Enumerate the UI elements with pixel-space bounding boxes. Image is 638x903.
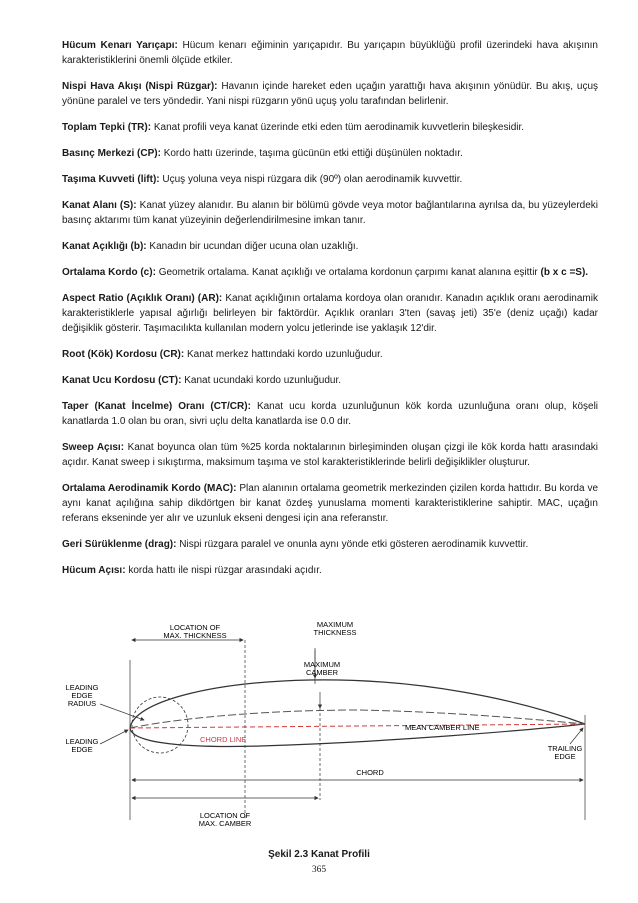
definition-term: Root (Kök) Kordosu (CR): (62, 349, 185, 360)
label-max-camber-2: CAMBER (305, 668, 339, 677)
label-loc-max-camber-1: LOCATION OF (199, 811, 251, 820)
definition-entry (62, 79, 598, 109)
le-radius-pointer (100, 704, 144, 720)
definition-term: Ortalama Kordo (c): (62, 267, 156, 278)
definition-entry (62, 120, 598, 135)
label-mean-camber-line: MEAN CAMBER LINE (405, 723, 480, 732)
label-chord: CHORD (356, 768, 384, 777)
label-max-thickness-2: THICKNESS (313, 628, 357, 637)
definition-text: Kanat merkez hattındaki kordo uzunluğudur. (186, 349, 383, 360)
definition-text: korda hattı ile nispi rüzgar arasındaki açıdır. (128, 565, 322, 576)
definition-term: Nispi Hava Akışı (Nispi Rüzgar): (62, 81, 218, 92)
definition-entry (62, 440, 598, 470)
definition-text: Kanat yüzey alanıdır. Bu alanın bir bölümü gövde veya motor bağlantılarına ayrılsa da, bu yüzeylerdeki basınç aktarımı tüm kanat yüzeyinin değerlendirilmesine imkan tanır. (62, 200, 599, 226)
mean-camber-line (130, 710, 585, 728)
leading-edge-radius-circle (132, 697, 188, 753)
definition-term: Hücum Açısı: (62, 565, 126, 576)
definition-entry (62, 563, 598, 578)
definition-text: Geometrik ortalama. Kanat açıklığı ve ortalama kordonun çarpımı kanat alanına eşittir (158, 267, 538, 278)
definition-formula: (b x c =S). (540, 267, 589, 278)
definition-text: Kanat ucu korda uzunluğunun kök korda uzunluğuna oranı olup, köşeli kanatlarda 1.0 olan bu oran, sivri uçlu delta kanatlarda ise 0.0 dır. (62, 401, 599, 427)
airfoil-outline (130, 680, 585, 747)
label-le-radius-3: RADIUS (67, 699, 97, 708)
definition-text: Hücum kenarı eğiminin yarıçapıdır. Bu yarıçapın büyüklüğü profil üzerindeki hava akışının karakteristiklerini önemli ölçüde etkiler. (62, 40, 598, 66)
definition-entry (62, 373, 598, 388)
label-loc-max-thickness-2: MAX. THICKNESS (163, 631, 227, 640)
label-trailing-edge-1: TRAILING (547, 744, 583, 753)
definition-entry (62, 146, 598, 161)
airfoil-figure (60, 620, 600, 848)
label-le-radius-2: EDGE (71, 691, 93, 700)
label-loc-max-camber-2: MAX. CAMBER (198, 819, 252, 828)
definition-term: Basınç Merkezi (CP): (62, 148, 161, 159)
definition-text: Kanat açıklığının ortalama kordoya olan oranıdır. Kanadın açıklık oranı aerodinamik karakteristiklerle yapısal ağırlığı belirleyen bir faktördür. Açıklık oranları 3'ten (savaş jeti) 35'e (deniz uçağı) kadar değişiklik gösterir. Taşımacılıkta kullanılan modern yolcu jetlerinde ise yaklaşık 12'dir. (62, 293, 598, 334)
definition-text: Kanat profili veya kanat üzerinde etki eden tüm aerodinamik kuvvetlerin bileşkesidir. (153, 122, 525, 133)
chord-line (130, 724, 585, 728)
definition-term: Taşıma Kuvveti (lift): (62, 174, 160, 185)
definition-text: Kanat ucundaki kordo uzunluğudur. (184, 375, 342, 386)
label-trailing-edge-2: EDGE (554, 752, 576, 761)
definition-text: Plan alanının ortalama geometrik merkezinden çizilen korda hattıdır. Bu korda ve aynı kanat açılığına sahip dikdörtgen bir kanat özdeş yunuslama momenti karakteristiklerine sahiptir. MAC, uçağın referans ekseninde yer alır ve uzunluk ekseni dengesi için ana referanstır. (62, 483, 599, 524)
definition-text: Havanın içinde hareket eden uçağın yarattığı hava akışının yönüdür. Bu akış, uçuş yönüne paralel ve ters yöndedir. Yani nispi rüzgarın yönü uçuş yolu tarafından belirlenir. (62, 81, 599, 107)
definition-text: Kanat boyunca olan tüm %25 korda noktalarının birleşiminden oluşan çizgi ile kök korda hattı arasındaki açıdır. Kanat sweep i sıkıştırma, maksimum taşıma ve stol karakteristiklerinde belirli değişiklikler oluşturur. (62, 442, 598, 468)
definition-term: Kanat Ucu Kordosu (CT): (62, 375, 182, 386)
definition-term: Ortalama Aerodinamik Kordo (MAC): (62, 483, 237, 494)
definition-term: Taper (Kanat İncelme) Oranı (CT/CR): (62, 401, 251, 412)
definition-term: Sweep Açısı: (62, 442, 125, 453)
definition-term: Aspect Ratio (Açıklık Oranı) (AR): (62, 293, 223, 304)
definition-entry (62, 291, 598, 336)
definition-entry (62, 239, 598, 254)
definition-entry (62, 399, 598, 429)
label-max-thickness-1: MAXIMUM (316, 620, 354, 629)
definition-entry (62, 38, 598, 68)
label-leading-edge-2: EDGE (71, 745, 93, 754)
label-chord-line: CHORD LINE (200, 735, 247, 744)
definition-term: Kanat Alanı (S): (62, 200, 137, 211)
label-loc-max-thickness-1: LOCATION OF (169, 623, 221, 632)
definition-text: Nispi rüzgara paralel ve onunla aynı yönde etki gösteren aerodinamik kuvvettir. (179, 539, 529, 550)
definition-entry (62, 537, 598, 552)
definition-term: Hücum Kenarı Yarıçapı: (62, 40, 178, 51)
page-number: 365 (311, 865, 327, 875)
definition-entry (62, 172, 598, 187)
definition-term: Geri Sürüklenme (drag): (62, 539, 177, 550)
trailing-edge-pointer (570, 728, 583, 744)
label-leading-edge-1: LEADING (65, 737, 99, 746)
document-body (62, 38, 598, 589)
definition-text: Uçuş yoluna veya nispi rüzgara dik (90º) olan aerodinamik kuvvettir. (162, 174, 463, 185)
airfoil-diagram (60, 620, 600, 848)
definition-entry (62, 265, 598, 280)
figure-caption: Şekil 2.3 Kanat Profili (268, 849, 370, 860)
label-le-radius-1: LEADING (65, 683, 99, 692)
label-max-camber-1: MAXIMUM (303, 660, 341, 669)
definition-text: Kanadın bir ucundan diğer ucuna olan uzaklığı. (149, 241, 359, 252)
definition-term: Kanat Açıklığı (b): (62, 241, 147, 252)
leading-edge-pointer (100, 730, 128, 744)
definition-entry (62, 198, 598, 228)
definition-entry (62, 481, 598, 526)
definition-entry (62, 347, 598, 362)
definition-term: Toplam Tepki (TR): (62, 122, 152, 133)
definition-text: Kordo hattı üzerinde, taşıma gücünün etki ettiği düşünülen noktadır. (163, 148, 463, 159)
